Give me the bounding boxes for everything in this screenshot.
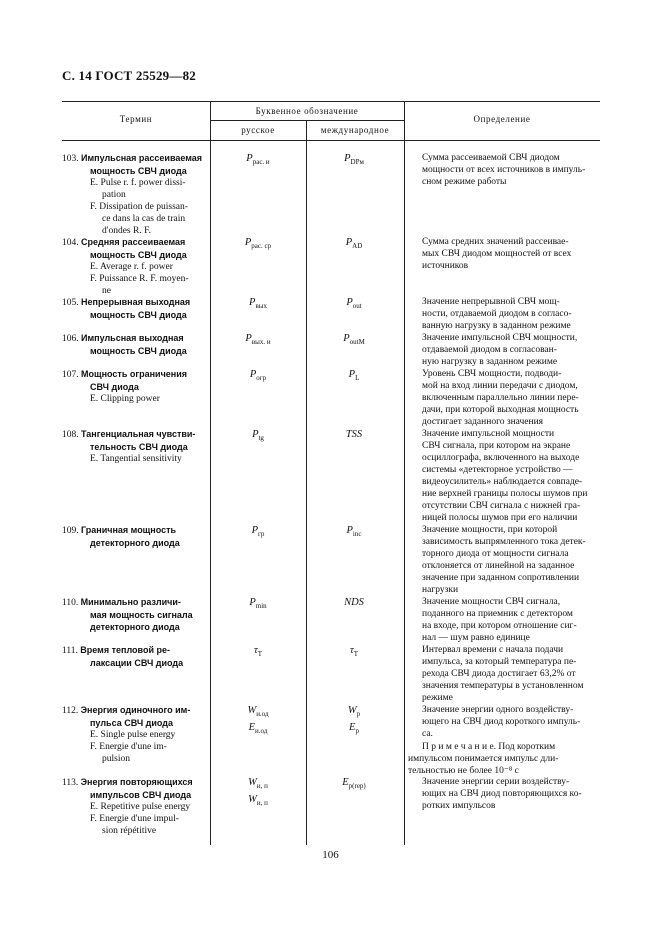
symbol-international xyxy=(306,524,402,541)
definition-line: дачи, при которой выходная мощность xyxy=(422,405,579,415)
term-russian-line: мощность СВЧ диода xyxy=(90,166,187,176)
header-definition: Определение xyxy=(473,114,531,124)
term-number: 110. xyxy=(62,598,81,608)
symbol-russian-value-2-letter: E xyxy=(248,722,256,733)
definition-line: на входе, при котором отношение сиг- xyxy=(422,621,577,631)
symbol-russian-value-2 xyxy=(212,721,304,738)
term-number: 103. xyxy=(62,154,81,164)
symbol-international-value-2 xyxy=(306,721,402,738)
definition-line: значение при заданном сопротивлении xyxy=(422,573,580,583)
symbol-russian-value-letter: W xyxy=(247,705,257,716)
term-russian-line: лаксации СВЧ диода xyxy=(90,658,184,668)
definition-line: достигает заданного значения xyxy=(422,417,544,427)
symbol-international-value-letter: P xyxy=(348,369,356,380)
term-russian-line: пульса СВЧ диода xyxy=(90,718,174,728)
term-russian-line: мощность СВЧ диода xyxy=(90,346,187,356)
definition-line: режиме xyxy=(422,693,453,703)
symbol-international-value xyxy=(306,596,402,609)
term-russian-line: 106. Импульсная выходная xyxy=(62,333,184,344)
definition-cell xyxy=(408,368,600,428)
symbol-russian-value-subscript: и, п xyxy=(256,782,268,790)
symbol-russian xyxy=(212,368,304,385)
symbol-russian-value-2-subscript: и, п xyxy=(256,799,268,807)
term-number: 113. xyxy=(62,778,81,788)
term-number: 107. xyxy=(62,370,81,380)
header-designation: Буквенное обозначение xyxy=(255,106,359,116)
symbol-russian-value xyxy=(212,644,304,661)
header-international: международное xyxy=(320,125,390,135)
term-english-line: E. Repetitive pulse energy xyxy=(90,802,191,812)
term-french-line: d'ondes R. F. xyxy=(102,226,151,236)
definition-cell xyxy=(408,152,600,188)
symbol-international-value xyxy=(306,704,402,721)
symbol-international xyxy=(306,596,402,609)
definition-line: ющего на СВЧ диод короткого импуль- xyxy=(422,717,581,727)
symbol-international-value-subscript: p(rep) xyxy=(348,782,366,790)
definition-text xyxy=(408,332,600,368)
symbol-russian-value xyxy=(212,296,304,313)
definition-text xyxy=(408,596,600,644)
symbol-russian-value-letter: P xyxy=(244,237,252,248)
definition-text xyxy=(408,776,600,812)
symbol-international-value-subscript: outM xyxy=(349,338,365,346)
symbol-international xyxy=(306,428,402,441)
symbol-russian-value-letter: P xyxy=(252,429,259,440)
term-russian-line: 111. Время тепловой ре- xyxy=(62,645,170,656)
definition-line: Значение мощности, при которой xyxy=(422,525,558,535)
term-russian-line: мощность СВЧ диода xyxy=(90,250,187,260)
term-french-line: F. Puissance R. F. moyen- xyxy=(90,274,189,284)
definition-line: ние верхней границы полосы шумов при xyxy=(422,489,588,499)
symbol-russian xyxy=(212,236,304,253)
definition-line: ротких импульсов xyxy=(422,801,496,811)
header-russian: русское xyxy=(241,125,275,135)
term-french-line: ne xyxy=(102,286,111,296)
symbol-russian-value-letter: P xyxy=(249,369,257,380)
symbol-international-value-letter: P xyxy=(343,333,350,344)
term-number: 109. xyxy=(62,526,81,536)
term-english-line: E. Clipping power xyxy=(90,394,160,404)
definition-line: мой на вход линии передачи с диодом, xyxy=(422,381,578,391)
symbol-international-value xyxy=(306,332,402,349)
note-line: П р и м е ч а н и е. Под коротким xyxy=(422,742,556,752)
term-number: 111. xyxy=(62,646,81,656)
definition-line: источников xyxy=(422,261,469,271)
term-french-line: F. Energie d'une impul- xyxy=(90,814,179,824)
definition-text xyxy=(408,644,600,704)
definition-line: ницей полосы шумов при его наличии xyxy=(422,513,578,523)
symbol-russian-value-subscript: рас. и xyxy=(252,158,270,166)
definition-cell xyxy=(408,776,600,812)
definition-line: ную нагрузку в заданном режиме xyxy=(422,357,558,367)
definition-cell xyxy=(408,296,600,332)
note-line: импульсом понимается импульс дли- xyxy=(408,754,559,764)
term-russian-line: мая мощность сигнала xyxy=(90,610,193,620)
symbol-international-value xyxy=(306,368,402,385)
term-english-line: E. Average r. f. power xyxy=(90,262,173,272)
symbol-international-value-subscript: AD xyxy=(352,242,363,250)
symbol-russian xyxy=(212,596,304,613)
symbol-international-value-letter: TSS xyxy=(345,429,363,440)
symbol-russian-value xyxy=(212,152,304,169)
term-cell xyxy=(62,704,208,765)
definition-line: СВЧ сигнала, при котором на экране xyxy=(422,441,571,451)
definition-text xyxy=(408,368,600,428)
symbol-international-value-letter: E xyxy=(342,777,349,788)
symbol-international-value-letter: P xyxy=(345,237,353,248)
term-number: 104. xyxy=(62,238,81,248)
definition-line: отклоняется от линейной на заданное xyxy=(422,561,575,571)
symbol-russian xyxy=(212,296,304,313)
symbol-russian-value-letter: P xyxy=(246,153,253,164)
symbol-international xyxy=(306,152,402,169)
definition-line: осциллографа, включенного на выходе xyxy=(422,453,580,463)
symbol-international xyxy=(306,704,402,738)
term-russian-line: 108. Тангенциальная чувстви- xyxy=(62,429,196,440)
term-cell xyxy=(62,296,208,321)
symbol-international-value-2-letter: E xyxy=(349,722,356,733)
symbol-international-value-subscript: p xyxy=(356,710,361,718)
definition-line: Значение импульсной мощности xyxy=(422,429,555,439)
definition-line: мых СВЧ диодом мощностей от всех xyxy=(422,249,572,259)
symbol-russian-value-subscript: огр xyxy=(256,374,267,382)
definition-line: видеоусилитель» наблюдается совпаде- xyxy=(422,477,583,487)
definition-line: сном режиме работы xyxy=(422,177,507,187)
symbol-russian xyxy=(212,524,304,541)
symbol-international-value-subscript: inc xyxy=(352,530,362,538)
symbol-international-value xyxy=(306,524,402,541)
symbol-russian-value-letter: W xyxy=(248,777,257,788)
symbol-russian-value-2-subscript: и.од xyxy=(255,727,268,735)
symbol-international-value xyxy=(306,152,402,169)
definition-cell xyxy=(408,428,600,524)
definition-line: Значение мощности СВЧ сигнала, xyxy=(422,597,561,607)
symbol-russian-value-subscript: и.од xyxy=(256,710,269,718)
symbol-russian xyxy=(212,428,304,445)
term-french-line: F. Dissipation de puissan- xyxy=(90,202,188,212)
table-header-subrule xyxy=(210,120,404,121)
symbol-international-value-subscript: DPм xyxy=(350,158,364,166)
symbol-international-value-subscript: T xyxy=(353,650,359,658)
symbol-russian-value xyxy=(212,368,304,385)
term-number: 112. xyxy=(62,706,81,716)
term-russian-line: тельность СВЧ диода xyxy=(90,442,188,452)
header-term: Термин xyxy=(119,114,153,124)
definition-line: нал — шум равно единице xyxy=(422,633,530,643)
term-cell xyxy=(62,596,208,633)
term-cell xyxy=(62,524,208,549)
definition-text xyxy=(408,236,600,272)
term-french-line: pulsion xyxy=(102,754,130,764)
term-cell xyxy=(62,236,208,297)
symbol-international xyxy=(306,368,402,385)
symbol-russian-value-2-letter: W xyxy=(248,794,257,805)
term-russian-line: детекторного диода xyxy=(90,538,180,548)
symbol-russian-value-letter: P xyxy=(249,597,256,608)
symbol-international-value-letter: P xyxy=(346,525,353,536)
definition-cell xyxy=(408,704,600,777)
definition-text xyxy=(408,704,600,740)
definition-line: отсутствии СВЧ сигнала с нижней гра- xyxy=(422,501,581,511)
definition-line: Значение импульсной СВЧ мощности, xyxy=(422,333,578,343)
definition-text xyxy=(408,428,600,524)
definition-line: Интервал времени с начала подачи xyxy=(422,645,564,655)
term-cell xyxy=(62,152,208,237)
symbol-international-value-letter: W xyxy=(347,705,357,716)
symbol-russian-value-letter: P xyxy=(245,333,252,344)
symbol-international-value-letter: P xyxy=(344,153,351,164)
symbol-international-value xyxy=(306,776,402,793)
symbol-russian-value xyxy=(212,524,304,541)
symbol-international xyxy=(306,644,402,661)
term-russian-line: 113. Энергия повторяющихся xyxy=(62,777,193,788)
symbol-russian-value xyxy=(212,776,304,793)
symbol-international xyxy=(306,236,402,253)
page-number: 106 xyxy=(322,849,339,861)
term-cell xyxy=(62,428,208,465)
definition-cell xyxy=(408,644,600,704)
definition-line: импульса, за который температура пе- xyxy=(422,657,577,667)
term-russian-line: 110. Минимально различи- xyxy=(62,597,181,608)
symbol-russian-value-2 xyxy=(212,793,304,810)
term-number: 105. xyxy=(62,298,81,308)
definition-cell xyxy=(408,332,600,368)
term-russian-line: импульсов СВЧ диода xyxy=(90,790,192,800)
table-header-bottom-rule xyxy=(62,140,600,141)
term-cell xyxy=(62,368,208,405)
definition-line: ванную нагрузку в заданном режиме xyxy=(422,321,571,331)
symbol-russian-value-subscript: вых. и xyxy=(251,338,271,346)
symbol-russian-value-letter: P xyxy=(249,297,256,308)
symbol-international-value-letter: P xyxy=(346,297,353,308)
symbol-international-value xyxy=(306,644,402,661)
term-russian-line: мощность СВЧ диода xyxy=(90,310,187,320)
symbol-russian-value-subscript: T xyxy=(257,650,263,658)
definition-line: Значение энергии одного воздейству- xyxy=(422,705,574,715)
definition-line: Значение энергии серии воздейству- xyxy=(422,777,570,787)
symbol-international-value-subscript: L xyxy=(355,374,360,382)
symbol-international xyxy=(306,296,402,313)
symbol-international-value-2-subscript: p xyxy=(355,727,359,735)
definition-line: поданного на приемник с детектором xyxy=(422,609,573,619)
definition-line: ющих на СВЧ диод повторяющихся ко- xyxy=(422,789,582,799)
term-russian-line: 104. Средняя рассеиваемая xyxy=(62,237,186,248)
definition-line: отдаваемой диодом в согласован- xyxy=(422,345,557,355)
symbol-russian xyxy=(212,776,304,810)
symbol-russian-value-subscript: вых xyxy=(255,302,267,310)
symbol-russian-value-subscript: гр xyxy=(258,530,265,538)
symbol-russian xyxy=(212,332,304,349)
symbol-international-value-letter: τ xyxy=(349,645,354,656)
symbol-russian-value xyxy=(212,704,304,721)
term-english-line: pation xyxy=(102,190,126,200)
term-russian-line: 107. Мощность ограничения xyxy=(62,369,188,380)
definition-note xyxy=(408,741,600,777)
term-french-line: sion répétitive xyxy=(102,826,157,836)
column-divider-3 xyxy=(404,101,405,845)
term-cell xyxy=(62,644,208,669)
definition-line: нагрузки xyxy=(422,585,459,595)
term-french-line: F. Energie d'une im- xyxy=(90,742,167,752)
definition-text xyxy=(408,524,600,596)
term-russian-line: 105. Непрерывная выходная xyxy=(62,297,191,308)
term-cell xyxy=(62,332,208,357)
symbol-russian-value-letter: P xyxy=(251,525,259,536)
symbol-russian-value xyxy=(212,332,304,349)
term-french-line: ce dans la cas de train xyxy=(102,214,186,224)
term-russian-line: детекторного диода xyxy=(90,622,180,632)
symbol-russian-value xyxy=(212,596,304,613)
term-cell xyxy=(62,776,208,837)
symbol-russian-value xyxy=(212,428,304,445)
definition-line: включенным параллельно линии пере- xyxy=(422,393,579,403)
definition-line: Сумма рассеиваемой СВЧ диодом xyxy=(422,153,560,163)
symbol-russian-value-letter: τ xyxy=(253,645,258,656)
symbol-international-value xyxy=(306,296,402,313)
table-top-rule xyxy=(62,101,600,102)
definition-cell xyxy=(408,596,600,644)
column-divider-1 xyxy=(210,101,211,845)
symbol-russian-value-subscript: рас. ср xyxy=(251,242,272,250)
term-russian-line: 112. Энергия одиночного им- xyxy=(62,705,191,716)
definition-line: зависимость выпрямленного тока детек- xyxy=(422,537,586,547)
definition-line: значения температуры в установленном xyxy=(422,681,584,691)
symbol-russian xyxy=(212,644,304,661)
definition-line: системы «детекторное устройство — xyxy=(422,465,573,475)
symbol-international xyxy=(306,332,402,349)
definition-line: торного диода от мощности сигнала xyxy=(422,549,569,559)
symbol-russian xyxy=(212,704,304,738)
symbol-international xyxy=(306,776,402,793)
symbol-russian-value xyxy=(212,236,304,253)
definition-line: мощности от всех источников в импуль- xyxy=(422,165,586,175)
term-number: 108. xyxy=(62,430,81,440)
symbol-international-value-subscript: out xyxy=(352,302,362,310)
term-russian-line: 109. Граничная мощность xyxy=(62,525,177,536)
definition-line: рехода СВЧ диода достигает 63,2% от xyxy=(422,669,576,679)
symbol-international-value xyxy=(306,236,402,253)
definition-line: ности, отдаваемой диодом в согласо- xyxy=(422,309,572,319)
symbol-russian-value-subscript: min xyxy=(255,602,267,610)
term-english-line: E. Tangential sensitivity xyxy=(90,454,182,464)
definition-line: Значение непрерывной СВЧ мощ- xyxy=(422,297,560,307)
definition-cell xyxy=(408,236,600,272)
definition-cell xyxy=(408,524,600,596)
definition-line: Уровень СВЧ мощности, подводи- xyxy=(422,369,562,379)
symbol-international-value-letter: NDS xyxy=(344,597,364,608)
definition-text xyxy=(408,296,600,332)
term-russian-line: СВЧ диода xyxy=(90,382,139,392)
definition-text xyxy=(408,152,600,188)
definition-line: Сумма средних значений рассеивае- xyxy=(422,237,569,247)
definition-line: са. xyxy=(422,729,433,739)
note-line: тельностью не более 10⁻⁸ с xyxy=(408,766,519,776)
page-header-title: С. 14 ГОСТ 25529—82 xyxy=(62,68,196,83)
symbol-russian-value-subscript: tg xyxy=(258,434,264,442)
term-english-line: E. Pulse r. f. power dissi- xyxy=(90,178,186,188)
term-english-line: E. Single pulse energy xyxy=(90,730,176,740)
term-russian-line: 103. Импульсная рассеиваемая xyxy=(62,153,203,164)
term-number: 106. xyxy=(62,334,81,344)
symbol-international-value xyxy=(306,428,402,441)
symbol-russian xyxy=(212,152,304,169)
